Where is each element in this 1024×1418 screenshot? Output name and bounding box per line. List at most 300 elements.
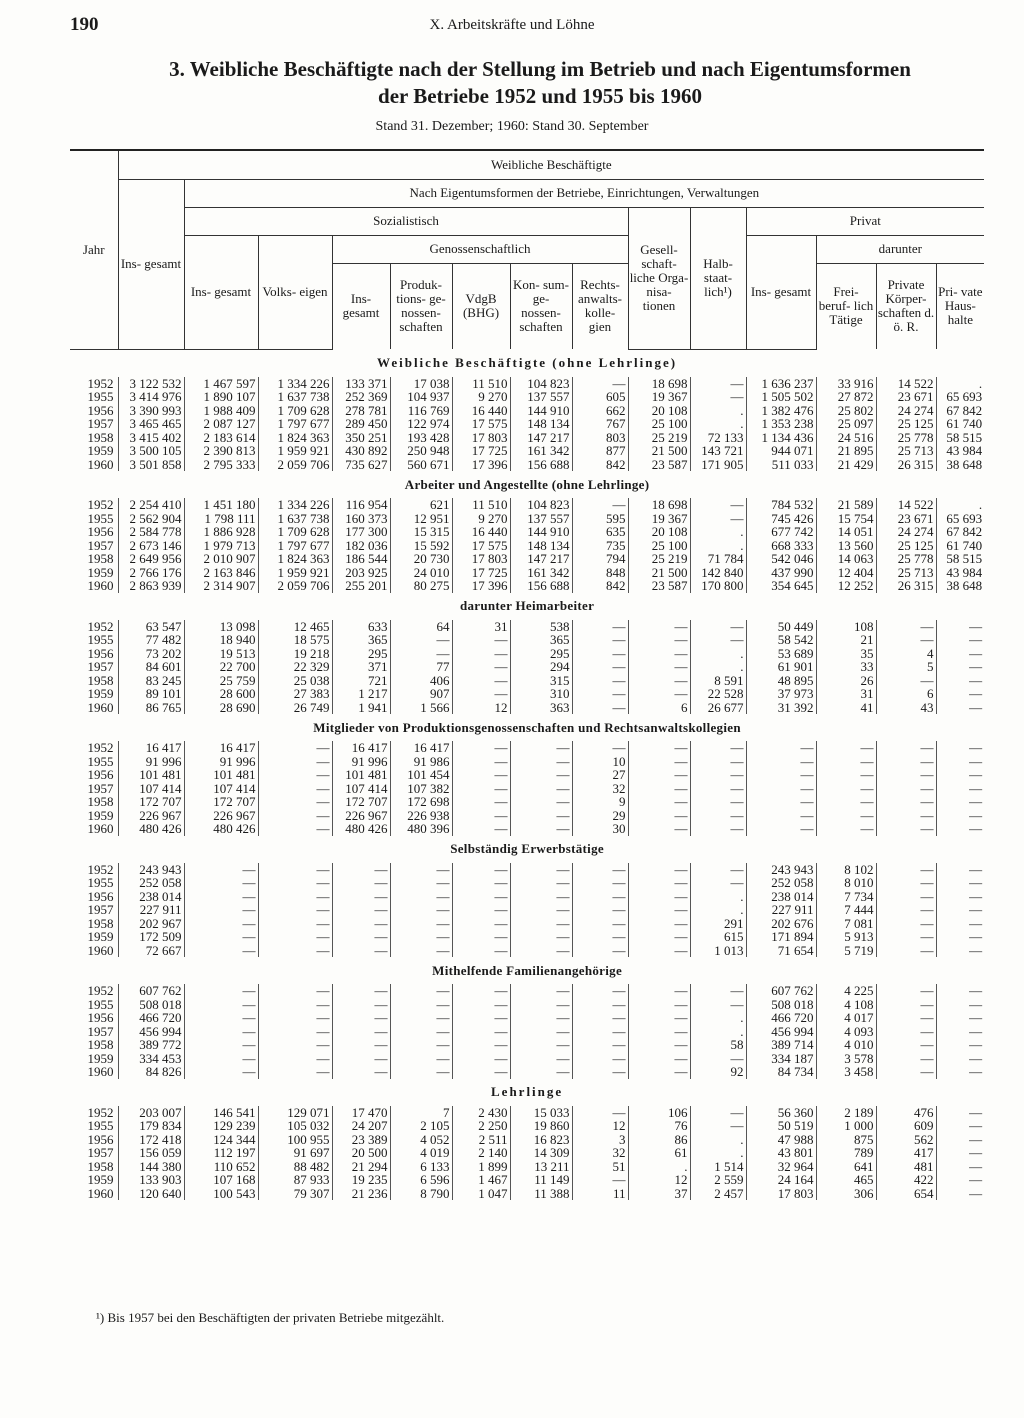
value-cell: 2 254 410 xyxy=(118,498,184,512)
value-cell: 129 071 xyxy=(258,1106,332,1120)
value-cell: — xyxy=(452,674,510,688)
value-cell: 37 xyxy=(628,1187,690,1201)
value-cell: — xyxy=(628,809,690,823)
value-cell: 15 315 xyxy=(390,525,452,539)
value-cell: 721 xyxy=(332,674,390,688)
value-cell: — xyxy=(572,903,628,917)
value-cell: 17 725 xyxy=(452,566,510,580)
value-cell: — xyxy=(510,930,572,944)
value-cell: — xyxy=(452,944,510,958)
value-cell: 25 125 xyxy=(876,539,936,553)
value-cell: — xyxy=(332,1038,390,1052)
value-cell: 6 596 xyxy=(390,1173,452,1187)
year-cell: 1955 xyxy=(87,510,114,526)
value-cell: — xyxy=(690,1052,746,1066)
value-cell: 1 467 597 xyxy=(184,377,258,391)
value-cell: — xyxy=(628,633,690,647)
section-header xyxy=(70,593,984,620)
table-row xyxy=(70,633,984,647)
value-cell: — xyxy=(628,647,690,661)
value-cell: — xyxy=(258,1065,332,1079)
value-cell: — xyxy=(628,863,690,877)
value-cell: 107 414 xyxy=(184,782,258,796)
year-cell: 1958 xyxy=(87,1037,114,1052)
year-cell: 1955 xyxy=(87,632,114,647)
value-cell: 24 516 xyxy=(816,431,876,445)
value-cell: 25 713 xyxy=(876,566,936,580)
value-cell: — xyxy=(510,809,572,823)
section-title: Selbständig Erwerbstätige xyxy=(450,841,604,857)
value-cell: 22 700 xyxy=(184,660,258,674)
table-row xyxy=(70,917,984,931)
year-cell: 1952 xyxy=(87,497,114,512)
table-row xyxy=(70,458,984,472)
value-cell: — xyxy=(572,687,628,701)
value-cell: 20 108 xyxy=(628,404,690,418)
value-cell: 101 454 xyxy=(390,768,452,782)
value-cell: 108 xyxy=(816,620,876,634)
value-cell: — xyxy=(628,674,690,688)
value-cell: 161 342 xyxy=(510,566,572,580)
value-cell: 172 707 xyxy=(118,795,184,809)
value-cell: — xyxy=(936,863,984,877)
value-cell: 63 547 xyxy=(118,620,184,634)
value-cell: 481 xyxy=(876,1160,936,1174)
value-cell: — xyxy=(936,768,984,782)
value-cell: — xyxy=(510,1038,572,1052)
value-cell: — xyxy=(572,633,628,647)
value-cell: 61 901 xyxy=(746,660,816,674)
value-cell: 22 329 xyxy=(258,660,332,674)
table-row xyxy=(70,674,984,688)
value-cell: — xyxy=(258,998,332,1012)
value-cell: 226 967 xyxy=(184,809,258,823)
year-cell: 1952 xyxy=(87,740,114,755)
value-cell: 48 895 xyxy=(746,674,816,688)
value-cell: 12 xyxy=(572,1119,628,1133)
value-cell: — xyxy=(690,782,746,796)
table-row xyxy=(70,809,984,823)
value-cell: — xyxy=(816,768,876,782)
value-cell: 77 xyxy=(390,660,452,674)
table-row xyxy=(70,782,984,796)
table-row xyxy=(70,1146,984,1160)
value-cell: — xyxy=(510,863,572,877)
value-cell: 84 601 xyxy=(118,660,184,674)
table-row xyxy=(70,444,984,458)
value-cell: 11 149 xyxy=(510,1173,572,1187)
value-cell: 19 367 xyxy=(628,512,690,526)
value-cell: . xyxy=(690,1133,746,1147)
value-cell: 480 396 xyxy=(390,822,452,836)
value-cell: 107 382 xyxy=(390,782,452,796)
value-cell: — xyxy=(258,903,332,917)
header-konsum: Kon- sum- ge- nossen- schaften xyxy=(510,263,572,349)
value-cell: — xyxy=(876,674,936,688)
value-cell: 15 754 xyxy=(816,512,876,526)
table-title xyxy=(110,56,970,110)
value-cell: — xyxy=(510,984,572,998)
value-cell: 354 645 xyxy=(746,579,816,593)
value-cell: 35 xyxy=(816,647,876,661)
value-cell: — xyxy=(572,1011,628,1025)
year-cell: 1958 xyxy=(87,915,114,931)
value-cell: 18 575 xyxy=(258,633,332,647)
value-cell: 9 270 xyxy=(452,512,510,526)
value-cell: 1 451 180 xyxy=(184,498,258,512)
value-cell: — xyxy=(258,930,332,944)
value-cell: 5 xyxy=(876,660,936,674)
value-cell: . xyxy=(690,525,746,539)
value-cell: — xyxy=(510,755,572,769)
value-cell: 1 709 628 xyxy=(258,404,332,418)
value-cell: 16 440 xyxy=(452,404,510,418)
value-cell: — xyxy=(332,1011,390,1025)
value-cell: — xyxy=(332,998,390,1012)
value-cell: — xyxy=(184,984,258,998)
value-cell: — xyxy=(628,984,690,998)
value-cell: — xyxy=(184,1011,258,1025)
value-cell: — xyxy=(628,876,690,890)
value-cell: 58 xyxy=(690,1038,746,1052)
value-cell: 480 426 xyxy=(332,822,390,836)
value-cell: 25 038 xyxy=(258,674,332,688)
table-body xyxy=(70,349,984,1200)
value-cell: — xyxy=(936,809,984,823)
year-cell: 1960 xyxy=(87,578,114,593)
header-gesellschaftlich: Gesell- schaft- liche Orga- nisa- tionen xyxy=(628,207,690,349)
value-cell: — xyxy=(936,674,984,688)
value-cell: — xyxy=(390,944,452,958)
header-haushalte: Pri- vate Haus- halte xyxy=(936,263,984,349)
value-cell: 71 654 xyxy=(746,944,816,958)
value-cell: — xyxy=(258,822,332,836)
value-cell: 142 840 xyxy=(690,566,746,580)
value-cell: — xyxy=(628,768,690,782)
value-cell: 227 911 xyxy=(118,903,184,917)
header-vdgb: VdgB (BHG) xyxy=(452,263,510,349)
value-cell: 1 217 xyxy=(332,687,390,701)
value-cell: 19 513 xyxy=(184,647,258,661)
value-cell: 842 xyxy=(572,458,628,472)
value-cell: 2 390 813 xyxy=(184,444,258,458)
value-cell: — xyxy=(572,1106,628,1120)
value-cell: 1 959 921 xyxy=(258,566,332,580)
value-cell: 116 954 xyxy=(332,498,390,512)
table-row xyxy=(70,1173,984,1187)
value-cell: 107 168 xyxy=(184,1173,258,1187)
value-cell: 767 xyxy=(572,417,628,431)
value-cell: 14 522 xyxy=(876,498,936,512)
section-title: Arbeiter und Angestellte (ohne Lehrlinge) xyxy=(404,476,650,492)
value-cell: — xyxy=(572,674,628,688)
value-cell: 25 778 xyxy=(876,431,936,445)
value-cell: 91 996 xyxy=(184,755,258,769)
value-cell: 107 414 xyxy=(332,782,390,796)
value-cell: — xyxy=(628,1011,690,1025)
value-cell: — xyxy=(876,903,936,917)
value-cell: 291 xyxy=(690,917,746,931)
value-cell: 17 575 xyxy=(452,539,510,553)
value-cell: 84 826 xyxy=(118,1065,184,1079)
value-cell: 27 383 xyxy=(258,687,332,701)
value-cell: 511 033 xyxy=(746,458,816,472)
value-cell: — xyxy=(936,822,984,836)
value-cell: 508 018 xyxy=(118,998,184,1012)
value-cell: — xyxy=(452,917,510,931)
value-cell: 13 211 xyxy=(510,1160,572,1174)
title-line-1: 3. Weibliche Beschäftigte nach der Stellung im Betrieb und nach Eigentumsformen xyxy=(169,57,911,81)
value-cell: 101 481 xyxy=(332,768,390,782)
value-cell: — xyxy=(510,1011,572,1025)
value-cell: 202 676 xyxy=(746,917,816,931)
value-cell: 84 734 xyxy=(746,1065,816,1079)
value-cell: — xyxy=(184,1052,258,1066)
header-genossenschaftlich: Genossenschaftlich xyxy=(332,235,628,263)
value-cell: — xyxy=(936,795,984,809)
value-cell: — xyxy=(816,755,876,769)
year-cell: 1957 xyxy=(87,1145,114,1160)
value-cell: 621 xyxy=(390,498,452,512)
value-cell: 182 036 xyxy=(332,539,390,553)
value-cell: 32 964 xyxy=(746,1160,816,1174)
value-cell: 295 xyxy=(510,647,572,661)
value-cell: 877 xyxy=(572,444,628,458)
table-row xyxy=(70,890,984,904)
value-cell: — xyxy=(936,1187,984,1201)
value-cell: 91 996 xyxy=(118,755,184,769)
value-cell: 11 510 xyxy=(452,377,510,391)
section-header xyxy=(70,349,984,377)
value-cell: 4 108 xyxy=(816,998,876,1012)
value-cell: 607 762 xyxy=(746,984,816,998)
value-cell: 9 xyxy=(572,795,628,809)
value-cell: 1 959 921 xyxy=(258,444,332,458)
value-cell: — xyxy=(936,944,984,958)
value-cell: 350 251 xyxy=(332,431,390,445)
year-cell: 1958 xyxy=(87,551,114,566)
value-cell: 252 369 xyxy=(332,390,390,404)
value-cell: 101 481 xyxy=(118,768,184,782)
value-cell: 56 360 xyxy=(746,1106,816,1120)
value-cell: 16 823 xyxy=(510,1133,572,1147)
value-cell: 3 501 858 xyxy=(118,458,184,472)
value-cell: 147 217 xyxy=(510,552,572,566)
table-row xyxy=(70,579,984,593)
value-cell: — xyxy=(876,822,936,836)
value-cell: 1 824 363 xyxy=(258,552,332,566)
value-cell: 365 xyxy=(510,633,572,647)
value-cell: 1 334 226 xyxy=(258,377,332,391)
value-cell: 86 765 xyxy=(118,701,184,715)
value-cell: 25 100 xyxy=(628,539,690,553)
value-cell: 11 510 xyxy=(452,498,510,512)
table-row xyxy=(70,984,984,998)
value-cell: — xyxy=(572,701,628,715)
value-cell: 148 134 xyxy=(510,417,572,431)
table-row xyxy=(70,1065,984,1079)
value-cell: — xyxy=(258,795,332,809)
value-cell: — xyxy=(628,890,690,904)
value-cell: 47 988 xyxy=(746,1133,816,1147)
section-header xyxy=(70,957,984,984)
value-cell: — xyxy=(258,1025,332,1039)
header-jahr: Jahr xyxy=(70,150,118,349)
value-cell: . xyxy=(690,417,746,431)
table-row xyxy=(70,525,984,539)
value-cell: — xyxy=(628,1065,690,1079)
value-cell: 306 xyxy=(816,1187,876,1201)
year-cell: 1956 xyxy=(87,1131,114,1147)
value-cell: 4 019 xyxy=(390,1146,452,1160)
value-cell: 50 519 xyxy=(746,1119,816,1133)
value-cell: 1 047 xyxy=(452,1187,510,1201)
value-cell: 33 916 xyxy=(816,377,876,391)
header-soz-insgesamt: Ins- gesamt xyxy=(184,235,258,349)
value-cell: — xyxy=(390,998,452,1012)
value-cell: 100 955 xyxy=(258,1133,332,1147)
value-cell: 161 342 xyxy=(510,444,572,458)
value-cell: 53 689 xyxy=(746,647,816,661)
value-cell: 243 943 xyxy=(746,863,816,877)
value-cell: — xyxy=(936,687,984,701)
value-cell: 615 xyxy=(690,930,746,944)
value-cell: — xyxy=(390,903,452,917)
value-cell: — xyxy=(258,809,332,823)
value-cell: 156 688 xyxy=(510,579,572,593)
value-cell: 1 637 738 xyxy=(258,390,332,404)
value-cell: . xyxy=(690,404,746,418)
value-cell: 4 xyxy=(876,647,936,661)
value-cell: 17 396 xyxy=(452,579,510,593)
value-cell: — xyxy=(876,1011,936,1025)
value-cell: — xyxy=(572,944,628,958)
value-cell: 2 457 xyxy=(690,1187,746,1201)
value-cell: 124 344 xyxy=(184,1133,258,1147)
value-cell: 38 648 xyxy=(936,458,984,472)
value-cell: — xyxy=(876,633,936,647)
value-cell: 1 797 677 xyxy=(258,539,332,553)
value-cell: — xyxy=(690,876,746,890)
value-cell: 607 762 xyxy=(118,984,184,998)
value-cell: — xyxy=(690,620,746,634)
value-cell: 8 102 xyxy=(816,863,876,877)
value-cell: 133 903 xyxy=(118,1173,184,1187)
value-cell: 252 058 xyxy=(118,876,184,890)
value-cell: 437 990 xyxy=(746,566,816,580)
value-cell: — xyxy=(876,1025,936,1039)
value-cell: — xyxy=(628,687,690,701)
year-cell: 1957 xyxy=(87,537,114,553)
value-cell: . xyxy=(690,1146,746,1160)
value-cell: 1 824 363 xyxy=(258,431,332,445)
table-row xyxy=(70,768,984,782)
value-cell: 72 667 xyxy=(118,944,184,958)
value-cell: 58 542 xyxy=(746,633,816,647)
value-cell: 16 417 xyxy=(390,741,452,755)
value-cell: 334 453 xyxy=(118,1052,184,1066)
value-cell: 25 125 xyxy=(876,417,936,431)
value-cell: 2 863 939 xyxy=(118,579,184,593)
year-cell: 1957 xyxy=(87,780,114,796)
value-cell: 61 740 xyxy=(936,417,984,431)
value-cell: 2 010 907 xyxy=(184,552,258,566)
value-cell: 226 967 xyxy=(118,809,184,823)
value-cell: — xyxy=(572,647,628,661)
value-cell: 13 560 xyxy=(816,539,876,553)
value-cell: 226 938 xyxy=(390,809,452,823)
value-cell: . xyxy=(690,660,746,674)
value-cell: — xyxy=(452,863,510,877)
value-cell: — xyxy=(332,1065,390,1079)
value-cell: . xyxy=(690,903,746,917)
value-cell: 3 578 xyxy=(816,1052,876,1066)
value-cell: 18 698 xyxy=(628,498,690,512)
value-cell: 4 052 xyxy=(390,1133,452,1147)
value-cell: — xyxy=(510,876,572,890)
year-cell: 1957 xyxy=(87,416,114,431)
value-cell: 19 235 xyxy=(332,1173,390,1187)
value-cell: — xyxy=(332,930,390,944)
year-cell: 1960 xyxy=(87,942,114,958)
value-cell: 25 713 xyxy=(876,444,936,458)
year-cell: 1960 xyxy=(87,1185,114,1201)
section-title: Weibliche Beschäftigte (ohne Lehrlinge) xyxy=(377,355,678,371)
value-cell: 137 557 xyxy=(510,512,572,526)
value-cell: — xyxy=(452,984,510,998)
value-cell: 677 742 xyxy=(746,525,816,539)
value-cell: — xyxy=(510,768,572,782)
value-cell: — xyxy=(690,377,746,391)
value-cell: 122 974 xyxy=(390,417,452,431)
value-cell: 20 500 xyxy=(332,1146,390,1160)
value-cell: — xyxy=(390,863,452,877)
value-cell: 43 xyxy=(876,701,936,715)
value-cell: — xyxy=(572,876,628,890)
value-cell: — xyxy=(258,890,332,904)
value-cell: 238 014 xyxy=(746,890,816,904)
value-cell: 789 xyxy=(816,1146,876,1160)
table-row xyxy=(70,701,984,715)
value-cell: 179 834 xyxy=(118,1119,184,1133)
header-freiberuflich: Frei- beruf- lich Tätige xyxy=(816,263,876,349)
value-cell: 177 300 xyxy=(332,525,390,539)
header-rechtsanwalt: Rechts- anwalts- kolle- gien xyxy=(572,263,628,349)
value-cell: 43 801 xyxy=(746,1146,816,1160)
value-cell: — xyxy=(936,890,984,904)
value-cell: — xyxy=(452,876,510,890)
value-cell: — xyxy=(452,741,510,755)
value-cell: — xyxy=(936,1146,984,1160)
value-cell: 2 250 xyxy=(452,1119,510,1133)
value-cell: — xyxy=(746,795,816,809)
table-row xyxy=(70,863,984,877)
value-cell: — xyxy=(390,1052,452,1066)
value-cell: 25 219 xyxy=(628,431,690,445)
value-cell: 363 xyxy=(510,701,572,715)
value-cell: 389 714 xyxy=(746,1038,816,1052)
value-cell: 2 673 146 xyxy=(118,539,184,553)
value-cell: — xyxy=(390,633,452,647)
year-cell: 1959 xyxy=(87,929,114,944)
value-cell: — xyxy=(452,768,510,782)
value-cell: — xyxy=(876,944,936,958)
table-row xyxy=(70,795,984,809)
year-cell: 1959 xyxy=(87,443,114,458)
year-cell: 1958 xyxy=(87,672,114,688)
table-row xyxy=(70,876,984,890)
value-cell: 456 994 xyxy=(746,1025,816,1039)
